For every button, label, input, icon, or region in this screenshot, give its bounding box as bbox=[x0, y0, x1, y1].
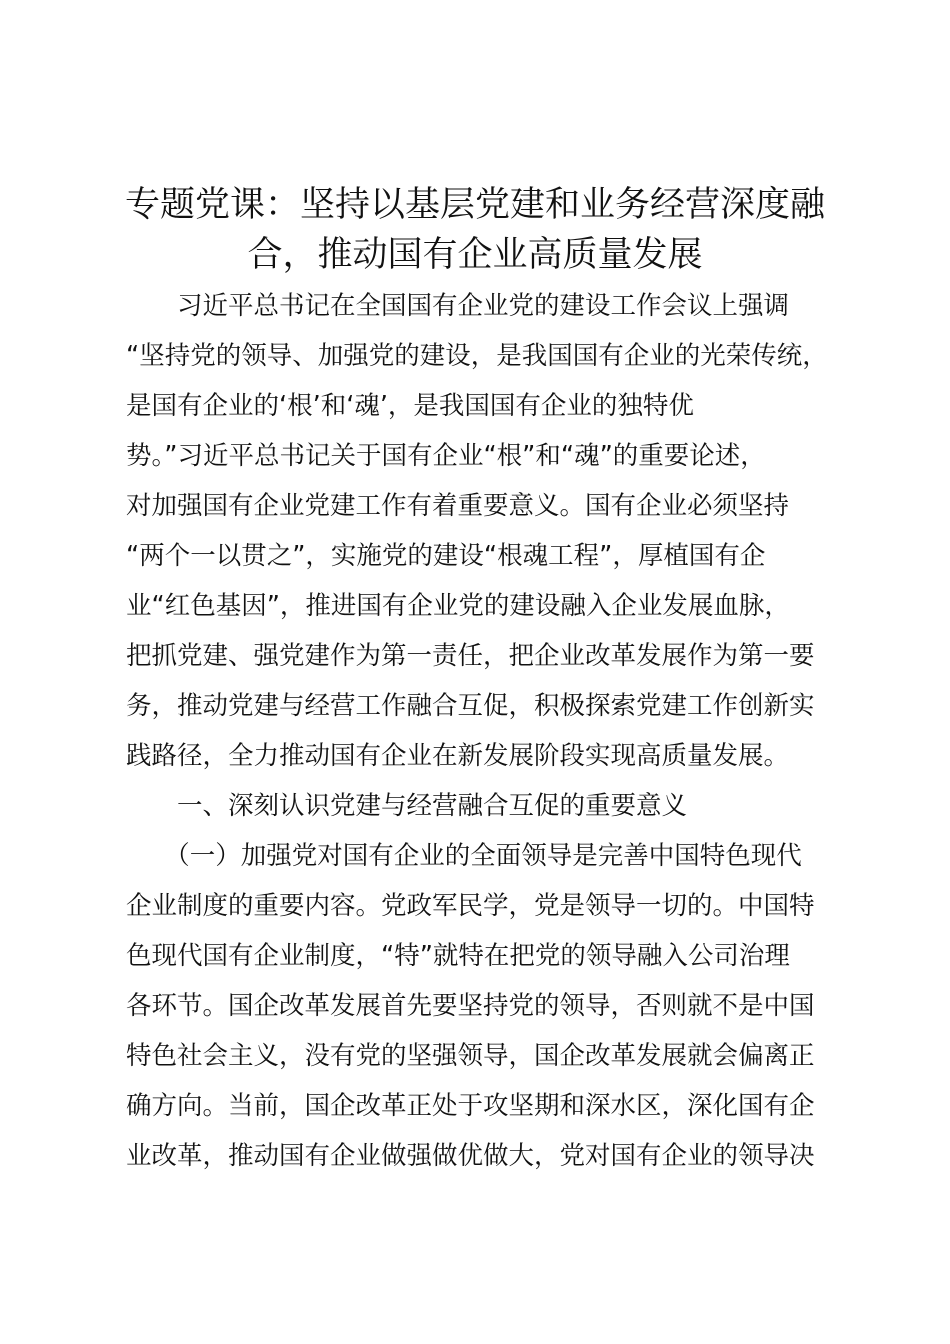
document-title-line-2: 合，推动国有企业高质量发展 bbox=[247, 235, 703, 275]
body-line: 践路径，全力推动国有企业在新发展阶段实现高质量发展。 bbox=[126, 741, 790, 771]
body-line: 把抓党建、强党建作为第一责任，把企业改革发展作为第一要 bbox=[126, 641, 815, 671]
body-line: （一）加强党对国有企业的全面领导是完善中国特色现代 bbox=[126, 841, 802, 871]
body-line: 特色社会主义，没有党的坚强领导，国企改革发展就会偏离正 bbox=[126, 1041, 815, 1071]
body-line: “两个一以贯之”，实施党的建设“根魂工程”，厚植国有企 bbox=[126, 541, 766, 571]
body-line: 是国有企业的‘根’和‘魂’，是我国国有企业的独特优 bbox=[126, 391, 694, 421]
body-line: 务，推动党建与经营工作融合互促，积极探索党建工作创新实 bbox=[126, 691, 815, 721]
body-line: 习近平总书记在全国国有企业党的建设工作会议上强调 bbox=[126, 291, 790, 321]
body-line: 企业制度的重要内容。党政军民学，党是领导一切的。中国特 bbox=[126, 891, 815, 921]
section-heading: 一、深刻认识党建与经营融合互促的重要意义 bbox=[126, 791, 688, 821]
document-title-line-1: 专题党课：坚持以基层党建和业务经营深度融 bbox=[124, 185, 825, 225]
body-line: 色现代国有企业制度，“特”就特在把党的领导融入公司治理 bbox=[126, 941, 790, 971]
body-line: 对加强国有企业党建工作有着重要意义。国有企业必须坚持 bbox=[126, 491, 790, 521]
body-line: 确方向。当前，国企改革正处于攻坚期和深水区，深化国有企 bbox=[126, 1091, 815, 1121]
body-line: “坚持党的领导、加强党的建设，是我国国有企业的光荣传统， bbox=[126, 341, 828, 371]
body-line: 各环节。国企改革发展首先要坚持党的领导，否则就不是中国 bbox=[126, 991, 815, 1021]
body-line: 势。”习近平总书记关于国有企业“根”和“魂”的重要论述， bbox=[126, 441, 766, 471]
body-line: 业“红色基因”，推进国有企业党的建设融入企业发展血脉， bbox=[126, 591, 790, 621]
body-line: 业改革，推动国有企业做强做优做大，党对国有企业的领导决 bbox=[126, 1141, 815, 1171]
